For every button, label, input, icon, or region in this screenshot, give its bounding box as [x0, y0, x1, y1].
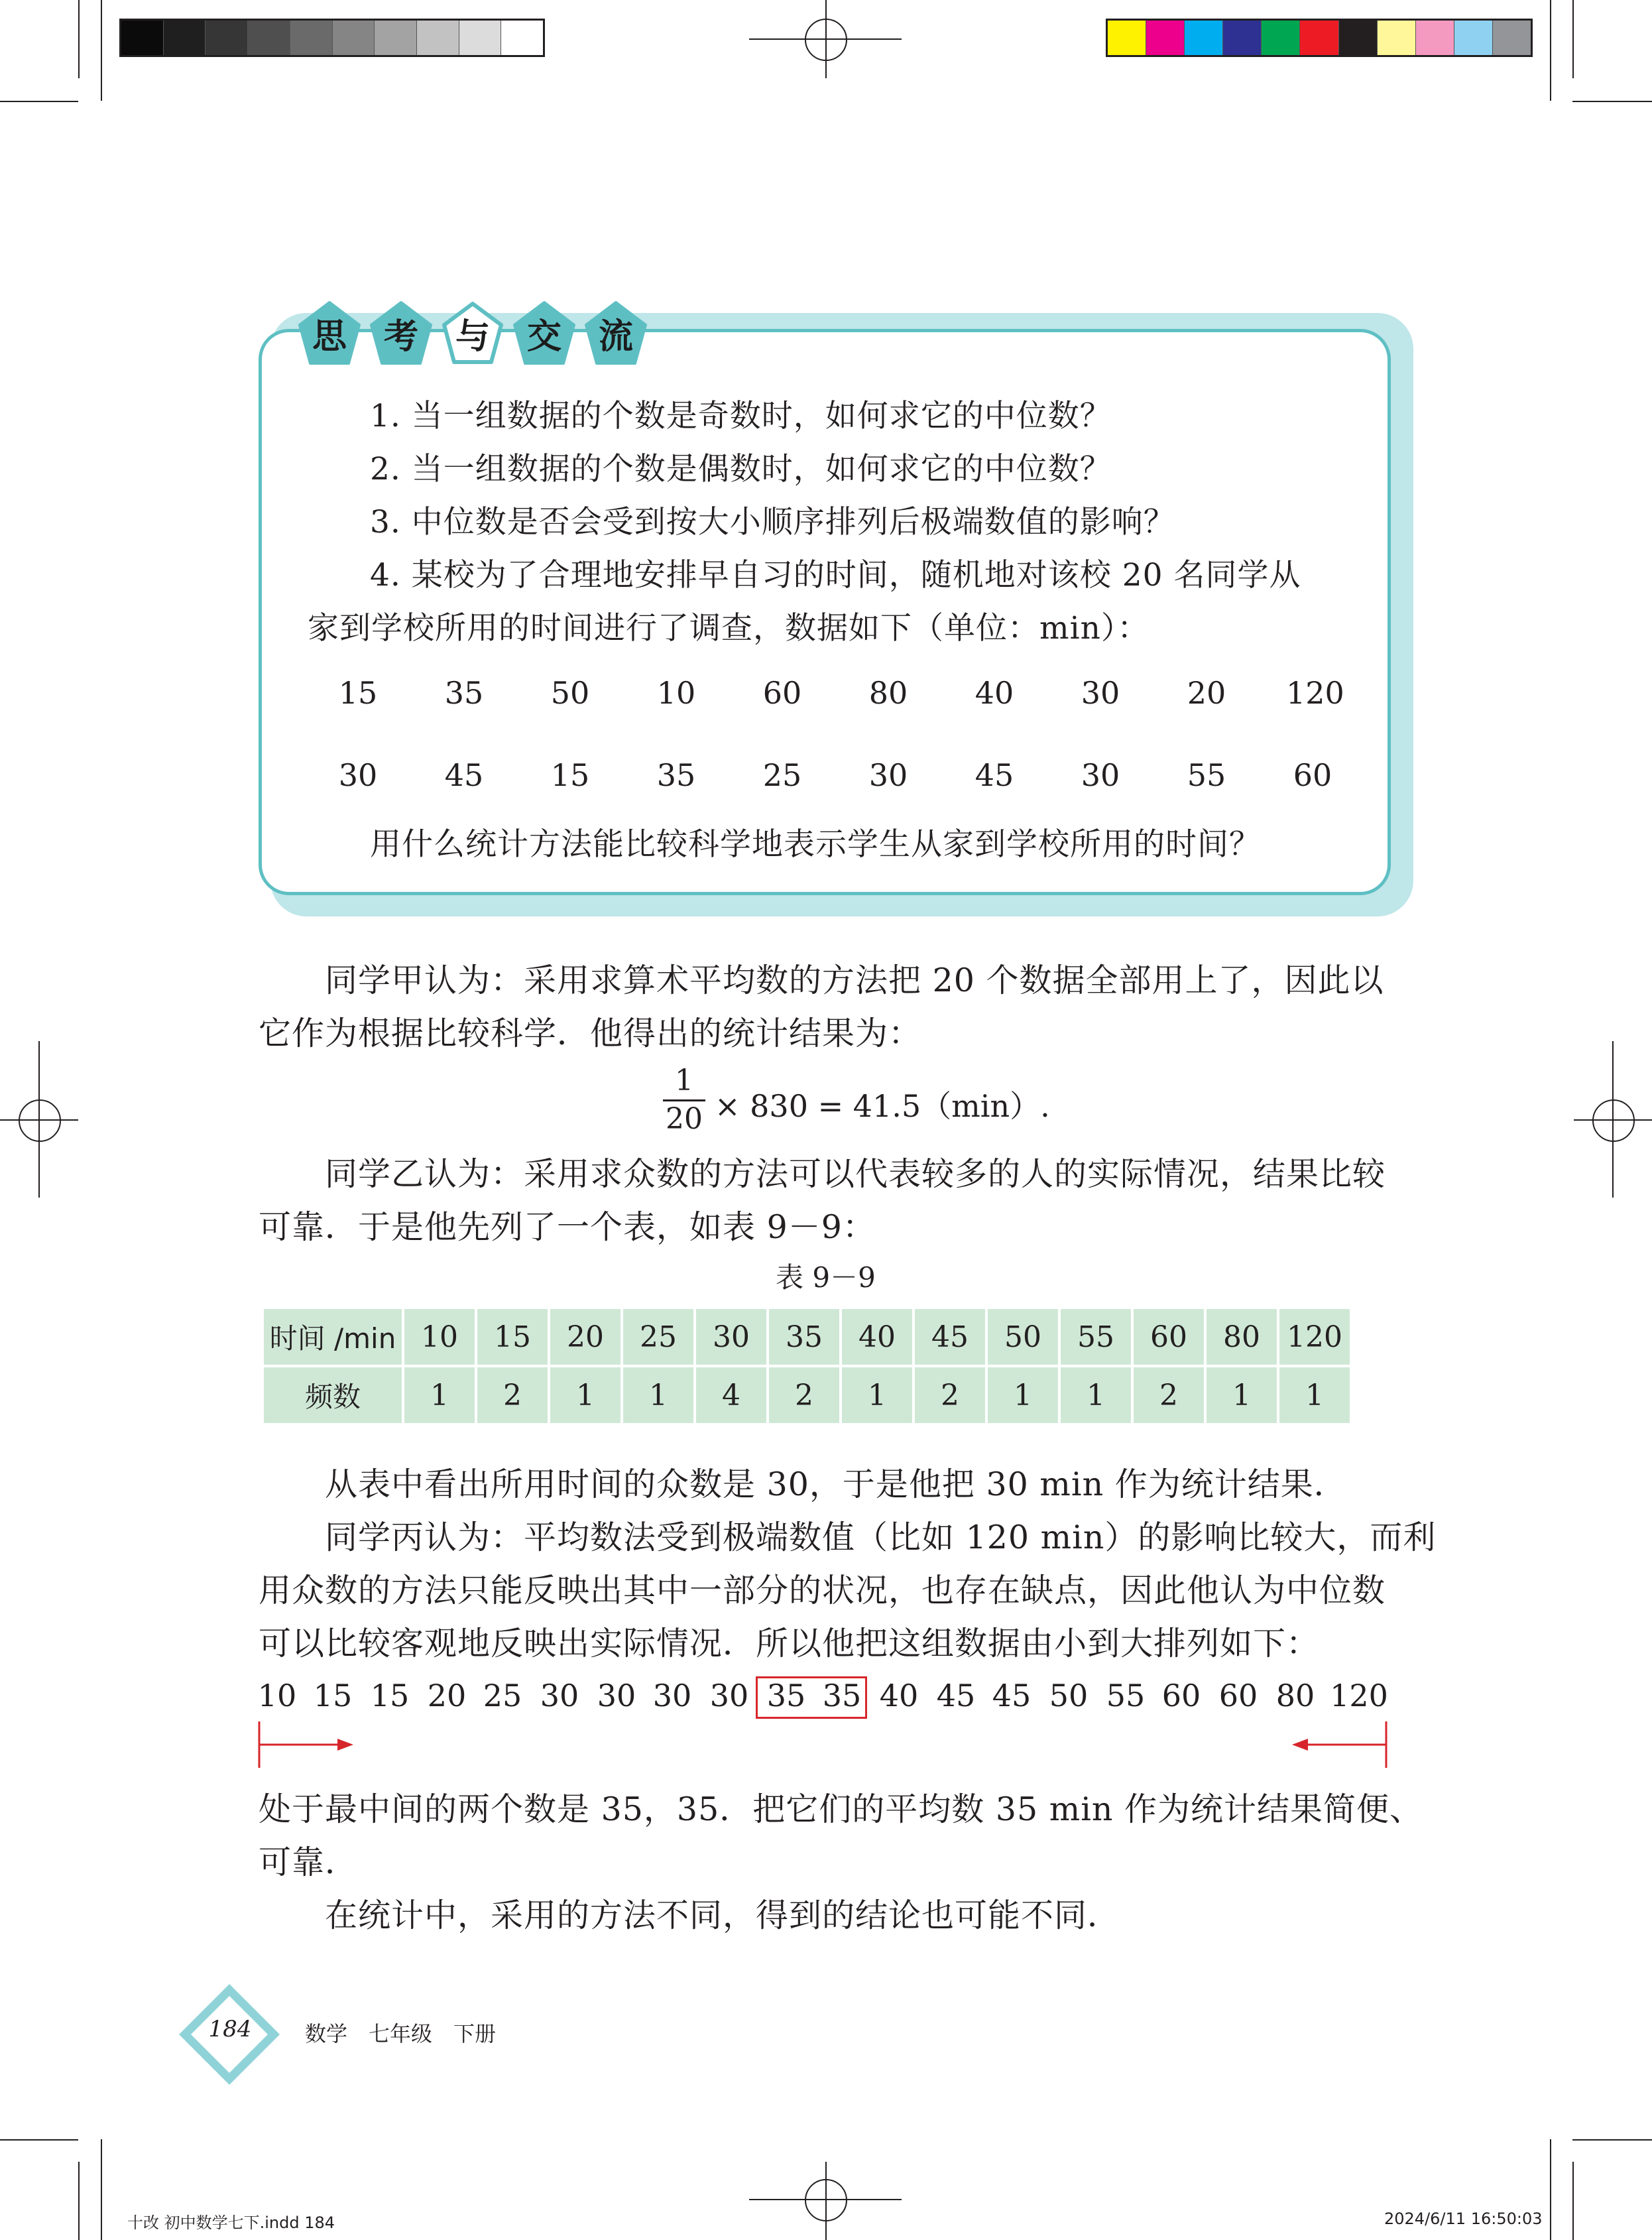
gray-swatch-2	[206, 21, 248, 55]
formula-denominator: 20	[666, 1102, 703, 1136]
tab-si: 思	[297, 300, 362, 366]
table-cell: 80	[1207, 1309, 1277, 1365]
data-value: 55	[1187, 757, 1226, 793]
data-value: 30	[338, 757, 378, 793]
sorted-value: 80	[1275, 1678, 1315, 1713]
frequency-table	[261, 1306, 1352, 1426]
data-value: 35	[656, 757, 696, 793]
table-row-frequency	[264, 1367, 1350, 1423]
table-cell: 10	[404, 1309, 475, 1365]
gray-swatch-0	[121, 21, 164, 55]
paragraph-jia-line2: 它作为根据比较科学．他得出的统计结果为：	[259, 1015, 922, 1052]
book-title: 数学 七年级 下册	[305, 2021, 497, 2046]
data-value: 15	[550, 757, 590, 793]
sorted-value: 120	[1330, 1678, 1388, 1713]
color-swatch-1	[1146, 21, 1185, 55]
table-cell: 15	[477, 1309, 548, 1365]
table-cell: 2	[769, 1367, 839, 1423]
tab-jiao: 交	[512, 300, 577, 366]
data-value: 120	[1286, 675, 1344, 711]
data-value: 30	[868, 757, 908, 793]
gray-swatch-8	[459, 21, 502, 55]
color-swatch-3	[1223, 21, 1262, 55]
data-value: 50	[550, 675, 590, 711]
data-value: 35	[444, 675, 484, 711]
paragraph-conclusion: 在统计中，采用的方法不同，得到的结论也可能不同．	[325, 1897, 1121, 1934]
sorted-value: 55	[1106, 1678, 1146, 1713]
color-swatch-4	[1262, 21, 1300, 55]
sorted-value: 15	[313, 1678, 353, 1713]
paragraph-bing-line1: 同学丙认为：平均数法受到极端数值（比如 120 min）的影响比较大，而利	[325, 1519, 1437, 1556]
table-cell: 2	[1134, 1367, 1204, 1423]
sorted-value: 30	[652, 1678, 692, 1713]
table-cell: 1	[550, 1367, 620, 1423]
timestamp: 2024/6/11 16:50:03	[1384, 2209, 1543, 2228]
table-cell: 120	[1279, 1309, 1350, 1365]
table-header-time: 时间 /min	[264, 1309, 402, 1365]
paragraph-median-line1: 处于最中间的两个数是 35，35．把它们的平均数 35 min 作为统计结果简便、	[259, 1790, 1423, 1828]
tab-yu: 与	[440, 300, 505, 366]
color-swatch-6	[1339, 21, 1378, 55]
table-cell: 4	[696, 1367, 766, 1423]
gray-swatch-7	[417, 21, 459, 55]
data-value: 60	[1293, 757, 1332, 793]
table-cell: 30	[696, 1309, 766, 1365]
table-cell: 1	[404, 1367, 475, 1423]
data-value: 20	[1187, 675, 1226, 711]
data-value: 30	[1081, 675, 1120, 711]
gray-swatch-9	[501, 21, 543, 55]
formula-numerator: 1	[675, 1064, 693, 1097]
sorted-value: 30	[540, 1678, 579, 1713]
data-value: 80	[868, 675, 908, 711]
tab-kao: 考	[369, 300, 434, 366]
page-number: 184	[208, 2016, 252, 2042]
sorted-value: 15	[370, 1678, 410, 1713]
tab-liu: 流	[583, 300, 648, 366]
table-cell: 1	[842, 1367, 912, 1423]
data-value: 45	[974, 757, 1014, 793]
paragraph-yi-line1: 同学乙认为：采用求众数的方法可以代表较多的人的实际情况，结果比较	[325, 1155, 1386, 1193]
sorted-value: 35	[766, 1678, 806, 1713]
sorted-value: 45	[936, 1678, 976, 1713]
direction-arrows	[255, 1721, 1395, 1768]
fraction-bar	[663, 1099, 705, 1101]
gray-swatch-4	[290, 21, 333, 55]
table-cell: 60	[1134, 1309, 1204, 1365]
median-highlight-box	[756, 1676, 867, 1719]
table-cell: 45	[915, 1309, 985, 1365]
color-bar	[1106, 19, 1533, 57]
file-name: 十改 初中数学七下.indd 184	[127, 2213, 335, 2232]
sorted-value: 60	[1161, 1678, 1201, 1713]
table-cell: 35	[769, 1309, 839, 1365]
color-swatch-10	[1493, 21, 1531, 55]
table-cell: 1	[1061, 1367, 1131, 1423]
data-row-2	[331, 757, 1339, 793]
question-4-line2: 家到学校所用的时间进行了调查，数据如下（单位：min）：	[308, 610, 1150, 647]
data-value: 45	[444, 757, 484, 793]
table-cell: 20	[550, 1309, 620, 1365]
data-value: 30	[1081, 757, 1120, 793]
gray-swatch-5	[333, 21, 375, 55]
data-value: 15	[338, 675, 378, 711]
sorted-value: 35	[822, 1678, 862, 1713]
sorted-value: 30	[597, 1678, 636, 1713]
think-box-tabs	[297, 300, 648, 366]
table-caption: 表 9－9	[776, 1261, 876, 1294]
paragraph-median-line2: 可靠．	[259, 1843, 359, 1881]
data-value: 60	[762, 675, 802, 711]
sorted-value: 40	[879, 1678, 919, 1713]
question-4-line1: 4. 某校为了合理地安排早自习的时间，随机地对该校 20 名同学从	[370, 557, 1301, 593]
paragraph-mode-result: 从表中看出所用时间的众数是 30，于是他把 30 min 作为统计结果．	[325, 1465, 1347, 1503]
color-swatch-7	[1378, 21, 1416, 55]
sorted-value: 45	[992, 1678, 1032, 1713]
sorted-value: 30	[709, 1678, 749, 1713]
table-cell: 40	[842, 1309, 912, 1365]
question-1: 1. 当一组数据的个数是奇数时，如何求它的中位数？	[370, 398, 1112, 434]
sorted-value: 25	[483, 1678, 522, 1713]
gray-swatch-3	[248, 21, 290, 55]
data-row-1	[331, 675, 1344, 711]
paragraph-bing-line2: 用众数的方法只能反映出其中一部分的状况，也存在缺点，因此他认为中位数	[259, 1572, 1386, 1609]
sorted-value: 50	[1049, 1678, 1089, 1713]
formula-rest: × 830 = 41.5（min）.	[715, 1088, 1050, 1124]
paragraph-yi-line2: 可靠．于是他先列了一个表，如表 9－9：	[259, 1208, 876, 1246]
gray-swatch-6	[375, 21, 417, 55]
data-value: 25	[762, 757, 802, 793]
sorted-value: 60	[1218, 1678, 1258, 1713]
data-value: 40	[974, 675, 1014, 711]
table-header-frequency: 频数	[264, 1367, 402, 1423]
table-cell: 1	[988, 1367, 1058, 1423]
sorted-value: 20	[427, 1678, 467, 1713]
table-cell: 1	[1279, 1367, 1350, 1423]
sorted-value: 10	[257, 1678, 297, 1713]
color-swatch-9	[1454, 21, 1493, 55]
question-3: 3. 中位数是否会受到按大小顺序排列后极端数值的影响？	[370, 504, 1175, 540]
think-question: 用什么统计方法能比较科学地表示学生从家到学校所用的时间？	[370, 826, 1261, 863]
table-cell: 1	[1207, 1367, 1277, 1423]
paragraph-jia-line1: 同学甲认为：采用求算术平均数的方法把 20 个数据全部用上了，因此以	[325, 962, 1384, 999]
color-swatch-0	[1108, 21, 1146, 55]
color-swatch-8	[1416, 21, 1454, 55]
question-2: 2. 当一组数据的个数是偶数时，如何求它的中位数？	[370, 451, 1112, 487]
table-cell: 25	[623, 1309, 693, 1365]
grayscale-bar	[119, 19, 545, 57]
table-cell: 2	[915, 1367, 985, 1423]
data-value: 10	[656, 675, 696, 711]
table-cell: 55	[1061, 1309, 1131, 1365]
gray-swatch-1	[164, 21, 206, 55]
table-cell: 50	[988, 1309, 1058, 1365]
table-row-time	[264, 1309, 1350, 1365]
color-swatch-2	[1185, 21, 1223, 55]
table-cell: 2	[477, 1367, 548, 1423]
color-swatch-5	[1300, 21, 1338, 55]
table-cell: 1	[623, 1367, 693, 1423]
paragraph-bing-line3: 可以比较客观地反映出实际情况．所以他把这组数据由小到大排列如下：	[259, 1625, 1320, 1662]
